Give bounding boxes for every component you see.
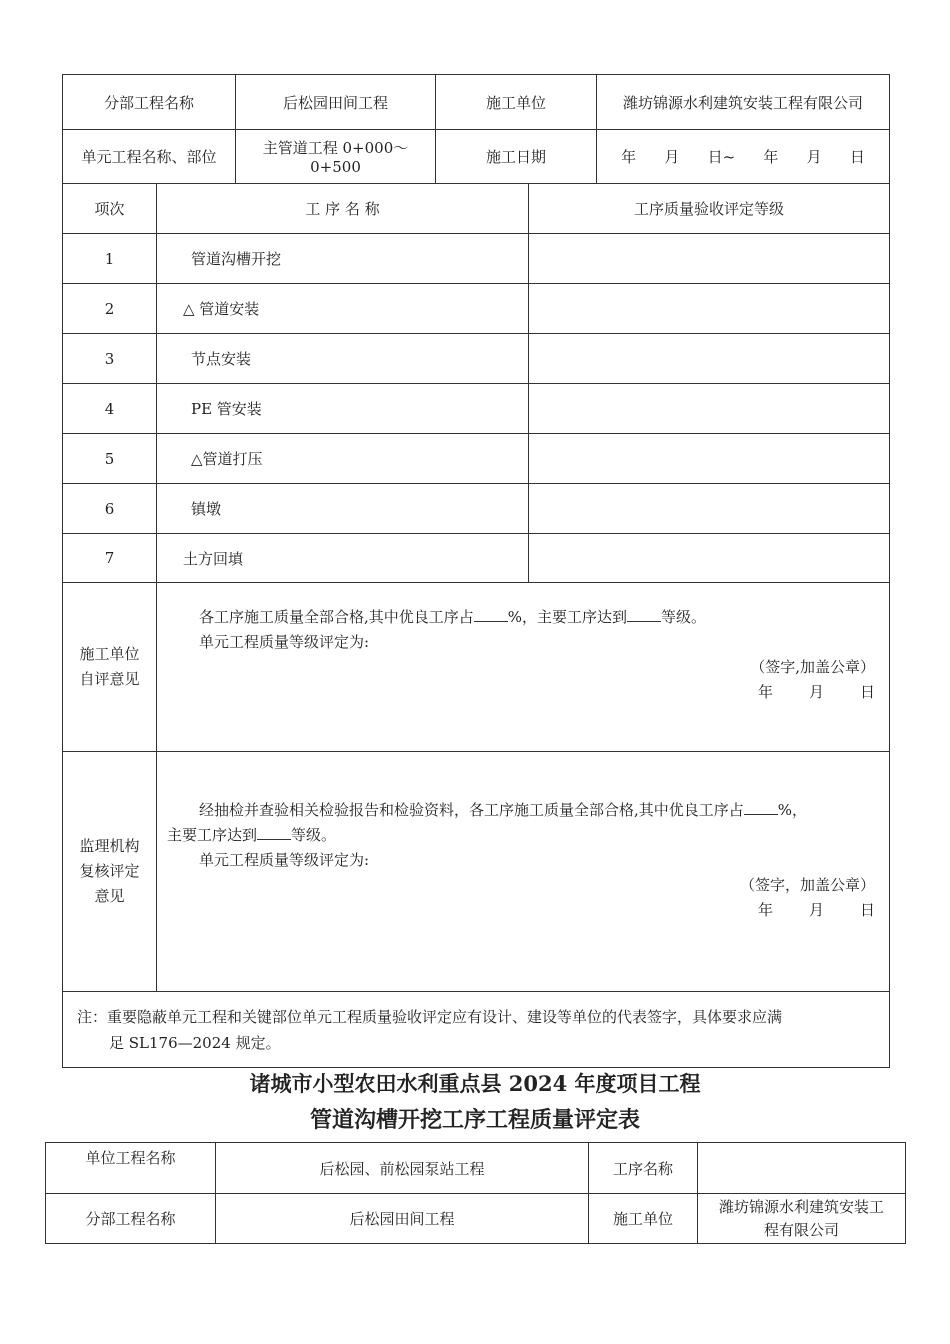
item-no: 1	[63, 234, 157, 284]
item-no: 5	[63, 434, 157, 484]
blank-field	[257, 825, 291, 840]
division-name-label: 分部工程名称	[63, 75, 236, 130]
self-eval-date: 年 月 日	[757, 683, 876, 701]
project-title: 诸城市小型农田水利重点县 2024 年度项目工程	[249, 1071, 701, 1096]
contractor-value	[698, 1194, 906, 1244]
supervisor-sign: （签字，加盖公章）	[740, 876, 876, 894]
note-line2: 足 SL176—2024 规定。	[109, 1033, 281, 1052]
col-index-header: 项次	[63, 184, 157, 234]
supervisor-label-line1: 监理机构	[79, 837, 140, 855]
unit-name-label: 单元工程名称、部位	[63, 130, 236, 184]
self-eval-sign: （签字,加盖公章）	[750, 658, 876, 676]
date-start-year: 年	[621, 148, 637, 166]
date-end-year: 年	[763, 148, 779, 166]
contractor-value: 潍坊锦源水利建筑安装工程有限公司	[597, 75, 890, 130]
construction-date-value	[597, 130, 890, 184]
form-title: 管道沟槽开挖工序工程质量评定表	[309, 1107, 640, 1133]
process-name-value	[698, 1143, 906, 1194]
item-grade-cell	[529, 534, 890, 583]
date-start-day: 日~	[707, 148, 736, 166]
note-line1: 注：重要隐蔽单元工程和关键部位单元工程质量验收评定应有设计、建设等单位的代表签字，具体要求应满	[77, 1007, 783, 1026]
unit-name-line2: 0+500	[310, 158, 361, 176]
supervisor-label-line3: 意见	[94, 887, 125, 905]
item-no: 2	[63, 284, 157, 334]
supervisor-date: 年 月 日	[757, 901, 876, 919]
self-eval-label	[63, 583, 157, 752]
item-name: 土方回填	[157, 534, 529, 583]
division-name-label: 分部工程名称	[46, 1194, 216, 1244]
blank-field	[474, 607, 508, 622]
item-grade-cell	[529, 334, 890, 384]
item-name: 节点安装	[157, 334, 529, 384]
construction-date-label: 施工日期	[436, 130, 597, 184]
process-name-label: 工序名称	[589, 1143, 698, 1194]
supervisor-label	[63, 752, 157, 992]
item-name: 镇墩	[157, 484, 529, 534]
supervisor-line3: 单元工程质量等级评定为:	[199, 851, 370, 869]
date-end-day: 日	[849, 148, 865, 166]
item-name: 管道沟槽开挖	[157, 234, 529, 284]
blank-field	[627, 607, 661, 622]
supervisor-line2: 主要工序达到 等级。	[167, 826, 337, 844]
item-grade-cell	[529, 234, 890, 284]
supervisor-label-line2: 复核评定	[79, 862, 140, 880]
unit-name-value	[236, 130, 436, 184]
item-name: PE 管安装	[157, 384, 529, 434]
contractor-value-line1: 潍坊锦源水利建筑安装工	[718, 1197, 884, 1216]
division-name-value: 后松园田间工程	[216, 1194, 589, 1244]
self-eval-line2: 单元工程质量等级评定为:	[199, 633, 370, 651]
supervisor-content	[157, 752, 890, 992]
col-name-header: 工 序 名 称	[157, 184, 529, 234]
self-eval-content	[157, 583, 890, 752]
unit-evaluation-table	[62, 74, 890, 1068]
item-no: 6	[63, 484, 157, 534]
contractor-label: 施工单位	[436, 75, 597, 130]
blank-field	[744, 800, 778, 815]
self-eval-label-line1: 施工单位	[79, 645, 140, 663]
item-no: 3	[63, 334, 157, 384]
self-eval-line1: 各工序施工质量全部合格,其中优良工序占 %，主要工序达到 等级。	[199, 608, 707, 626]
contractor-value-line2: 程有限公司	[763, 1220, 839, 1239]
supervisor-line1: 经抽检并查验相关检验报告和检验资料，各工序施工质量全部合格,其中优良工序占 %，	[199, 801, 808, 819]
item-no: 7	[63, 534, 157, 583]
item-grade-cell	[529, 434, 890, 484]
col-grade-header: 工序质量验收评定等级	[529, 184, 890, 234]
date-end-month: 月	[806, 148, 822, 166]
unit-project-label: 单位工程名称	[46, 1143, 216, 1194]
item-name: △ 管道安装	[157, 284, 529, 334]
item-name: △管道打压	[157, 434, 529, 484]
unit-name-line1: 主管道工程 0+000～	[262, 139, 409, 157]
note-cell	[63, 992, 890, 1068]
item-grade-cell	[529, 284, 890, 334]
process-evaluation-table	[45, 1142, 906, 1244]
contractor-label: 施工单位	[589, 1194, 698, 1244]
division-name-value: 后松园田间工程	[236, 75, 436, 130]
item-grade-cell	[529, 484, 890, 534]
item-no: 4	[63, 384, 157, 434]
date-start-month: 月	[664, 148, 680, 166]
item-grade-cell	[529, 384, 890, 434]
unit-project-value: 后松园、前松园泵站工程	[216, 1143, 589, 1194]
self-eval-label-line2: 自评意见	[79, 670, 140, 688]
